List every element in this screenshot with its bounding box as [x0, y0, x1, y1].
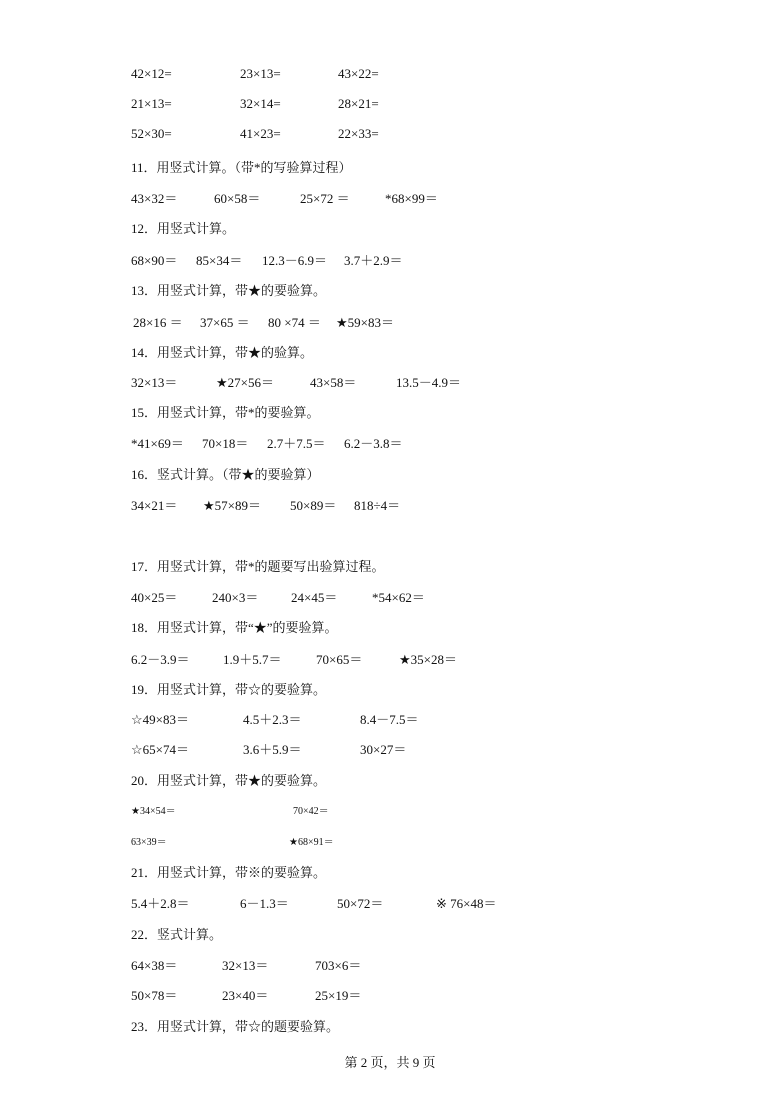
calc-item: 23×13= — [240, 66, 281, 81]
calc-item: 40×25＝ — [131, 590, 178, 605]
calc-item: 25×19＝ — [315, 988, 362, 1003]
calc-item: 32×14= — [240, 96, 281, 111]
calc-item: 240×3＝ — [212, 590, 259, 605]
calc-item: 34×21＝ — [131, 498, 178, 513]
calc-item: 24×45＝ — [291, 590, 338, 605]
calc-item: *54×62＝ — [372, 590, 425, 605]
calc-row — [0, 893, 780, 913]
calc-item: ★59×83＝ — [336, 315, 394, 330]
calc-item: 41×23= — [240, 126, 281, 141]
question-heading: 22．竖式计算。 — [131, 927, 223, 942]
calc-item: 2.7＋7.5＝ — [267, 436, 326, 451]
calc-row — [0, 312, 780, 332]
page-number-footer: 第 2 页，共 9 页 — [344, 1055, 436, 1070]
calc-item: 818÷4＝ — [354, 498, 401, 513]
calc-item: *68×99＝ — [385, 191, 438, 206]
question-heading: 18．用竖式计算，带“★”的要验算。 — [131, 620, 338, 635]
question-heading: 15．用竖式计算，带*的要验算。 — [131, 405, 320, 420]
calc-item: 70×65＝ — [316, 652, 363, 667]
calc-item: 43×32＝ — [131, 191, 178, 206]
calc-item: 5.4＋2.8＝ — [131, 896, 190, 911]
calc-item: 63×39＝ — [131, 837, 167, 848]
calc-row — [0, 802, 780, 822]
calc-item: 6.2－3.8＝ — [344, 436, 403, 451]
calc-item: 13.5－4.9＝ — [396, 375, 462, 390]
calc-item: 3.7＋2.9＝ — [344, 253, 403, 268]
calc-item: 28×21= — [338, 96, 379, 111]
calc-row — [0, 955, 780, 975]
calc-item: 85×34＝ — [196, 253, 243, 268]
calc-item: 30×27＝ — [360, 742, 407, 757]
calc-item: 50×89＝ — [290, 498, 337, 513]
calc-item: 70×18＝ — [202, 436, 249, 451]
calc-row — [0, 739, 780, 759]
calc-item: 43×58＝ — [310, 375, 357, 390]
calc-item: 50×72＝ — [337, 896, 384, 911]
question-heading: 12．用竖式计算。 — [131, 221, 236, 236]
calc-item: ★34×54＝ — [131, 806, 176, 817]
calc-row — [0, 709, 780, 729]
calc-item: 42×12= — [131, 66, 172, 81]
calc-row — [0, 649, 780, 669]
question-heading: 20．用竖式计算，带★的要验算。 — [131, 773, 327, 788]
calc-item: 25×72 ＝ — [300, 191, 350, 206]
question-heading: 19．用竖式计算，带☆的要验算。 — [131, 682, 327, 697]
calc-item: 32×13＝ — [222, 958, 269, 973]
calc-row — [0, 66, 780, 86]
calc-row — [0, 587, 780, 607]
calc-item: 703×6＝ — [315, 958, 362, 973]
calc-item: ★27×56＝ — [216, 375, 274, 390]
calc-item: ★68×91＝ — [289, 837, 334, 848]
question-heading: 13．用竖式计算，带★的要验算。 — [131, 283, 327, 298]
calc-item: ★35×28＝ — [399, 652, 457, 667]
calc-item: 32×13＝ — [131, 375, 178, 390]
question-heading: 21．用竖式计算，带※的要验算。 — [131, 865, 327, 880]
calc-row — [0, 433, 780, 453]
calc-item: 80 ×74 ＝ — [268, 315, 321, 330]
calc-item: 64×38＝ — [131, 958, 178, 973]
calc-item: 50×78＝ — [131, 988, 178, 1003]
calc-row — [0, 126, 780, 146]
calc-item: 70×42＝ — [293, 806, 329, 817]
calc-item: 23×40＝ — [222, 988, 269, 1003]
calc-row — [0, 188, 780, 208]
calc-item: 60×58＝ — [214, 191, 261, 206]
calc-row — [0, 833, 780, 853]
question-heading: 11．用竖式计算。（带*的写验算过程） — [131, 160, 352, 175]
question-heading: 17．用竖式计算，带*的题要写出验算过程。 — [131, 559, 385, 574]
calc-item: *41×69＝ — [131, 436, 184, 451]
calc-item: 3.6＋5.9＝ — [243, 742, 302, 757]
calc-item: 4.5＋2.3＝ — [243, 712, 302, 727]
calc-item: 6.2－3.9＝ — [131, 652, 190, 667]
calc-row — [0, 250, 780, 270]
calc-item: 21×13= — [131, 96, 172, 111]
calc-item: ☆65×74＝ — [131, 742, 189, 757]
question-heading: 23．用竖式计算，带☆的题要验算。 — [131, 1019, 340, 1034]
calc-item: 22×33= — [338, 126, 379, 141]
calc-item: 43×22= — [338, 66, 379, 81]
calc-item: 1.9＋5.7＝ — [223, 652, 282, 667]
calc-item: ☆49×83＝ — [131, 712, 189, 727]
calc-item: 28×16 ＝ — [133, 315, 183, 330]
calc-item: 52×30= — [131, 126, 172, 141]
calc-item: 6－1.3＝ — [240, 896, 289, 911]
calc-item: 12.3－6.9＝ — [262, 253, 328, 268]
question-heading: 16．竖式计算。（带★的要验算） — [131, 467, 320, 482]
calc-item: ★57×89＝ — [203, 498, 261, 513]
calc-item: 8.4－7.5＝ — [360, 712, 419, 727]
calc-item: 37×65 ＝ — [200, 315, 250, 330]
calc-row — [0, 96, 780, 116]
question-heading: 14．用竖式计算，带★的验算。 — [131, 345, 314, 360]
calc-item: ※ 76×48＝ — [436, 896, 497, 911]
calc-item: 68×90＝ — [131, 253, 178, 268]
calc-row — [0, 985, 780, 1005]
calc-row — [0, 495, 780, 515]
calc-row — [0, 372, 780, 392]
